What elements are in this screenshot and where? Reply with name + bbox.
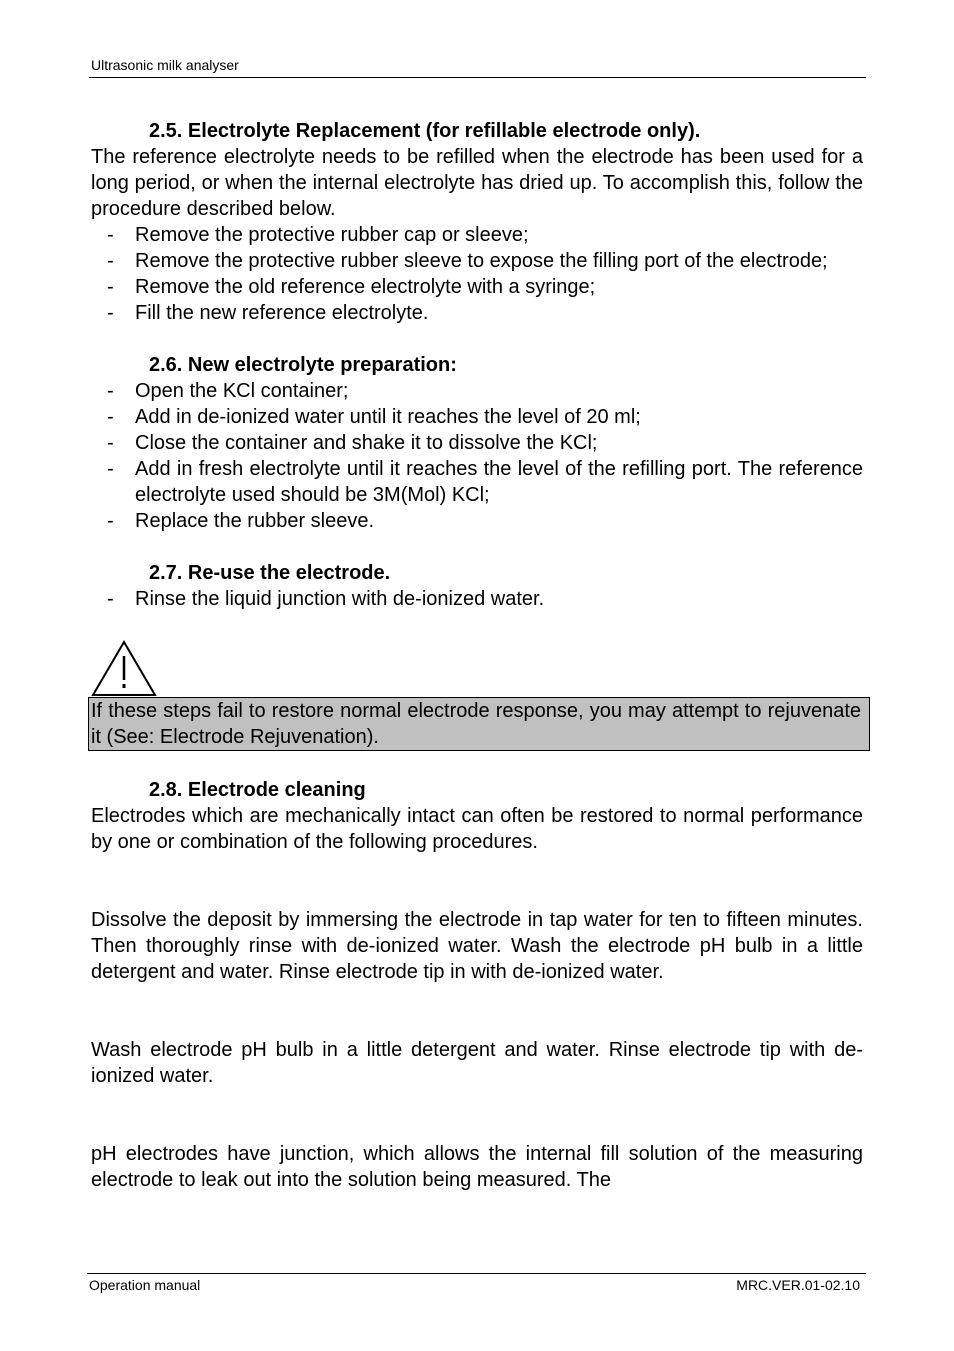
list-item: - Rinse the liquid junction with de-ionized water.: [91, 586, 863, 612]
section-2-7-heading: 2.7. Re-use the electrode.: [149, 562, 391, 584]
section-2-5-intro: The reference electrolyte needs to be refilled when the electrode has been used for a long period, or when the internal electrolyte has dried up. To accomplish this, follow the procedure described below.: [91, 146, 863, 220]
list-item: - Fill the new reference electrolyte.: [91, 300, 863, 326]
page-header-title: Ultrasonic milk analyser: [91, 57, 239, 73]
cleaning-paragraph-1: Dissolve the deposit by immersing the electrode in tap water for ten to fifteen minutes. Then thoroughly rinse with de-ionized water. Wash the electrode pH bulb in a little detergent and water. Rinse electrode tip in with de-ionized water.: [91, 909, 863, 983]
warning-triangle-icon: [91, 640, 863, 697]
section-2-7-list: [91, 586, 863, 612]
list-item: - Add in fresh electrolyte until it reaches the level of the refilling port. The reference electrolyte used should be 3M(Mol) KCl;: [91, 456, 863, 508]
section-2-8-intro: Electrodes which are mechanically intact can often be restored to normal performance by one or combination of the following procedures.: [91, 805, 863, 853]
spacer: [91, 751, 863, 777]
header-rule: [89, 77, 866, 78]
section-2-6-heading: 2.6. New electrolyte preparation:: [149, 354, 457, 376]
section-2-5-heading: 2.5. Electrolyte Replacement (for refillable electrode only).: [149, 120, 701, 142]
warning-box: [88, 697, 870, 751]
list-item: - Remove the protective rubber sleeve to expose the filling port of the electrode;: [91, 248, 863, 274]
list-item: - Add in de-ionized water until it reaches the level of 20 ml;: [91, 404, 863, 430]
section-2-5-list: [91, 222, 863, 326]
list-item: - Open the KCl container;: [91, 378, 863, 404]
spacer: [91, 534, 863, 560]
section-2-8-heading: 2.8. Electrode cleaning: [149, 779, 366, 801]
footer-manual-label: Operation manual: [89, 1277, 201, 1293]
page-content: [91, 118, 863, 1193]
footer-rule: [87, 1273, 866, 1274]
list-item: - Close the container and shake it to dissolve the KCl;: [91, 430, 863, 456]
list-item: - Remove the protective rubber cap or sleeve;: [91, 222, 863, 248]
spacer: [91, 326, 863, 352]
section-2-6-list: [91, 378, 863, 534]
footer-version: MRC.VER.01-02.10: [736, 1277, 860, 1293]
cleaning-paragraph-2: Wash electrode pH bulb in a little detergent and water. Rinse electrode tip with de-ionized water.: [91, 1039, 863, 1087]
warning-text: If these steps fail to restore normal electrode response, you may attempt to rejuvenate it (See: Electrode Rejuvenation).: [91, 700, 861, 748]
spacer: [91, 1089, 863, 1141]
spacer: [91, 985, 863, 1037]
cleaning-paragraph-3: pH electrodes have junction, which allows the internal fill solution of the measuring electrode to leak out into the solution being measured. The: [91, 1143, 863, 1191]
list-item: - Replace the rubber sleeve.: [91, 508, 863, 534]
spacer: [91, 855, 863, 907]
list-item: - Remove the old reference electrolyte with a syringe;: [91, 274, 863, 300]
